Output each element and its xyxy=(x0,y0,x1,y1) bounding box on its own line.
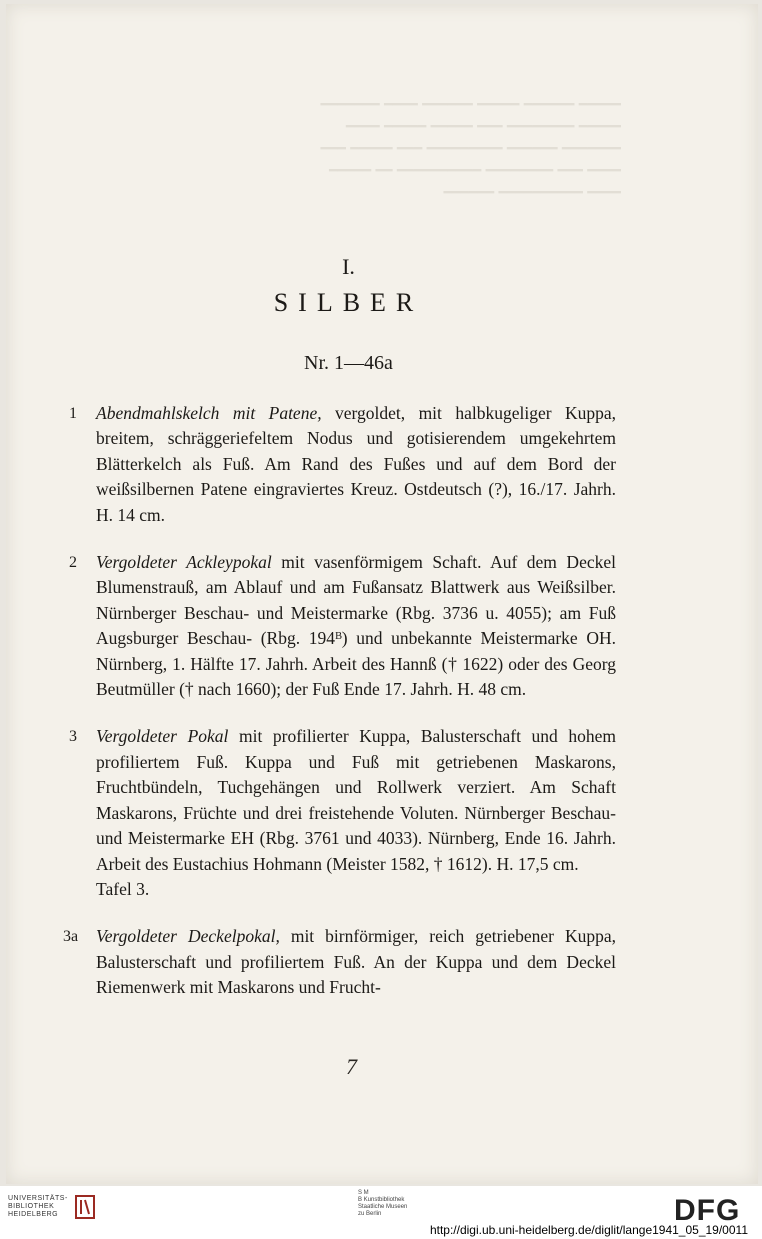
section-number: I. xyxy=(342,254,355,279)
entry-title: Abendmahlskelch mit Patene, xyxy=(96,403,322,423)
viewer-footer xyxy=(0,1186,762,1239)
library-name: UNIVERSITÄTS- BIBLIOTHEK HEIDELBERG xyxy=(8,1195,68,1218)
entry-text: mit profilierter Kuppa, Balusterschaft und hohem profiliertem Fuß. Kuppa und Fuß mit getriebenen Maskarons, Fruchtbündeln, Tuchgehängen und Rollwerk verziert. Am Schaft Maskarons, Früchte und drei freistehende Voluten. Nürnberger Beschau- und Meistermarke EH (Rbg. 3761 und 4033). Nürnberg, Ende 16. Jahrh. Arbeit des Eustachius Hohmann (Meister 1582, † 1612). H. 17,5 cm. xyxy=(96,726,616,874)
section-title: SILBER xyxy=(273,288,424,317)
entry-number: 2 xyxy=(69,554,77,572)
catalog-entry xyxy=(63,924,616,1000)
page-number: 7 xyxy=(346,1054,357,1079)
catalog-entry xyxy=(69,724,616,902)
plate-reference: Tafel 3. xyxy=(96,878,150,899)
library-emblem-icon xyxy=(74,1194,96,1220)
entry-text: mit birnförmiger, reich getriebener Kuppa, Balusterschaft und profiliertem Fuß. An der Kuppa und dem Deckel Riemenwerk mit Maskarons und Frucht- xyxy=(96,926,616,998)
staatliche-museen-logo: S M B Kunstbibliothek Staatliche Museen zu Berlin xyxy=(358,1190,408,1217)
bleed-through-text: ━━━━━ ━━━━━━ ━━━━━ ━━━━━━ ━━━━ ━━━━━━━ ━━━━━ ━━━━━━━━ ━━━ ━━━━━ ━━━━━ ━━━━ ━━━━━━━ ━━━━━━ ━━━━━━━━━ ━━━ ━━━━━ ━━━ ━━━━ ━━━ ━━━━━━━━ ━━━━━━━━━━ ━━ ━━━━━ ━━━━ ━━━━━━━━━━ ━━━━━━ xyxy=(320,97,621,201)
entry-number: 3 xyxy=(69,728,77,746)
entry-number: 3a xyxy=(63,928,79,946)
entry-title: Vergoldeter Pokal xyxy=(96,726,229,747)
section-range: Nr. 1—46a xyxy=(304,352,393,374)
entry-text: vergoldet, mit halbkugeliger Kuppa, breitem, schräggeriefeltem Nodus und gotisierendem umgekehrtem Blätterkelch als Fuß. Am Rand des Fußes und auf dem Bord der weißsilbernen Patene eingraviertes Kreuz. Ostdeutsch (?), 16./17. Jahrh. H. 14 cm. xyxy=(96,403,616,525)
catalog-entry xyxy=(69,550,616,702)
entry-text: mit vasenförmigem Schaft. Auf dem Deckel Blumenstrauß, am Ablauf und am Fußansatz Blattwerk aus Weißsilber. Nürnberger Beschau- und Meistermarke (Rbg. 3736 u. 4055); am Fuß Augsburger Beschau- (Rbg. 194ᴮ) und unbekannte Meistermarke OH. Nürnberg, 1. Hälfte 17. Jahrh. Arbeit des Hannß († 1622) oder des Georg Beutmüller († nach 1660); der Fuß Ende 17. Jahrh. H. 48 cm. xyxy=(96,552,616,700)
entry-number: 1 xyxy=(69,405,77,422)
scanned-page xyxy=(6,4,758,1184)
entry-title: Vergoldeter Ackleypokal xyxy=(96,552,272,573)
page-content xyxy=(63,254,616,1023)
university-library-logo[interactable] xyxy=(8,1194,96,1220)
dfg-logo[interactable]: DFG xyxy=(674,1194,741,1227)
entry-title: Vergoldeter Deckelpokal, xyxy=(96,926,280,947)
permalink-url[interactable]: http://digi.ub.uni-heidelberg.de/diglit/lange1941_05_19/0011 xyxy=(429,1223,748,1237)
catalog-entry xyxy=(69,401,616,528)
